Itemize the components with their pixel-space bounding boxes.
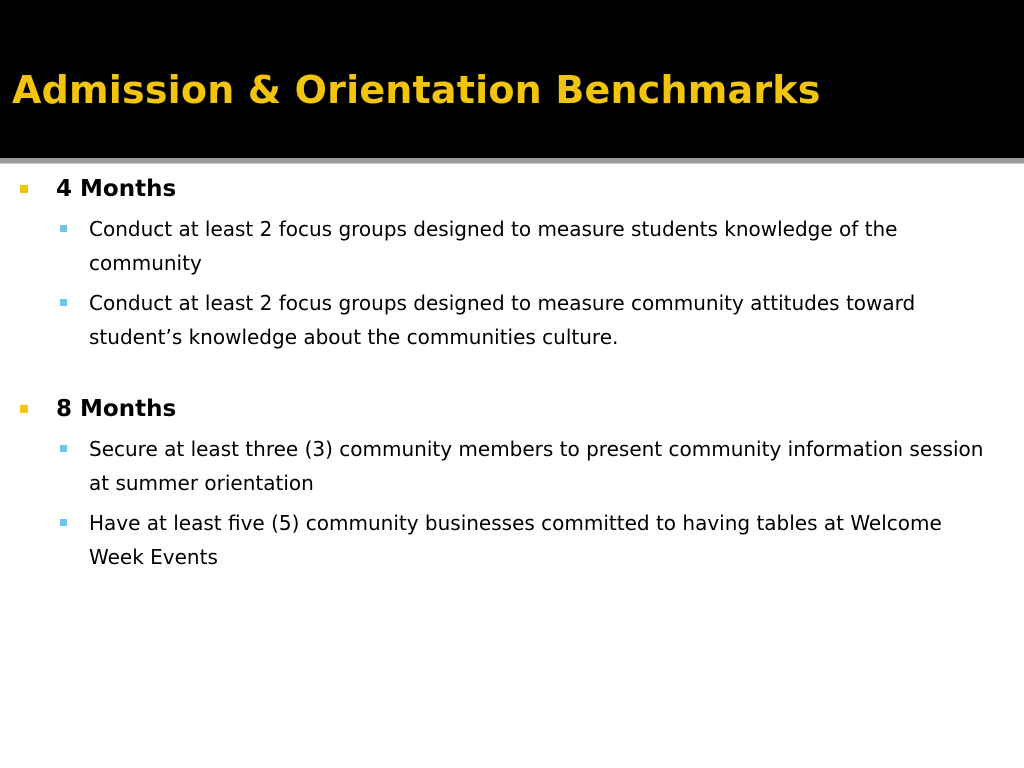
list-item-text: Conduct at least 2 focus groups designed to measure students knowledge of the community	[89, 217, 898, 275]
list-item	[0, 506, 1024, 574]
square-bullet-icon	[60, 299, 67, 306]
square-bullet-icon	[60, 519, 67, 526]
section-heading-label: 4 Months	[56, 176, 177, 202]
square-bullet-icon	[20, 405, 28, 413]
slide-title: Admission & Orientation Benchmarks	[12, 68, 821, 112]
section-heading-8-months	[0, 392, 1024, 426]
slide-body	[0, 172, 1024, 574]
list-item-text: Have at least five (5) community businesses committed to having tables at Welcome Week Events	[89, 511, 942, 569]
list-item	[0, 286, 1024, 354]
section-spacer	[0, 354, 1024, 392]
square-bullet-icon	[60, 225, 67, 232]
title-divider	[0, 158, 1024, 164]
section-heading-4-months	[0, 172, 1024, 206]
list-item-text: Secure at least three (3) community members to present community information session at summer orientation	[89, 437, 984, 495]
section-heading-label: 8 Months	[56, 396, 177, 422]
square-bullet-icon	[20, 185, 28, 193]
list-item	[0, 432, 1024, 500]
list-item	[0, 212, 1024, 280]
list-item-text: Conduct at least 2 focus groups designed to measure community attitudes toward student’s knowledge about the communities culture.	[89, 291, 916, 349]
square-bullet-icon	[60, 445, 67, 452]
